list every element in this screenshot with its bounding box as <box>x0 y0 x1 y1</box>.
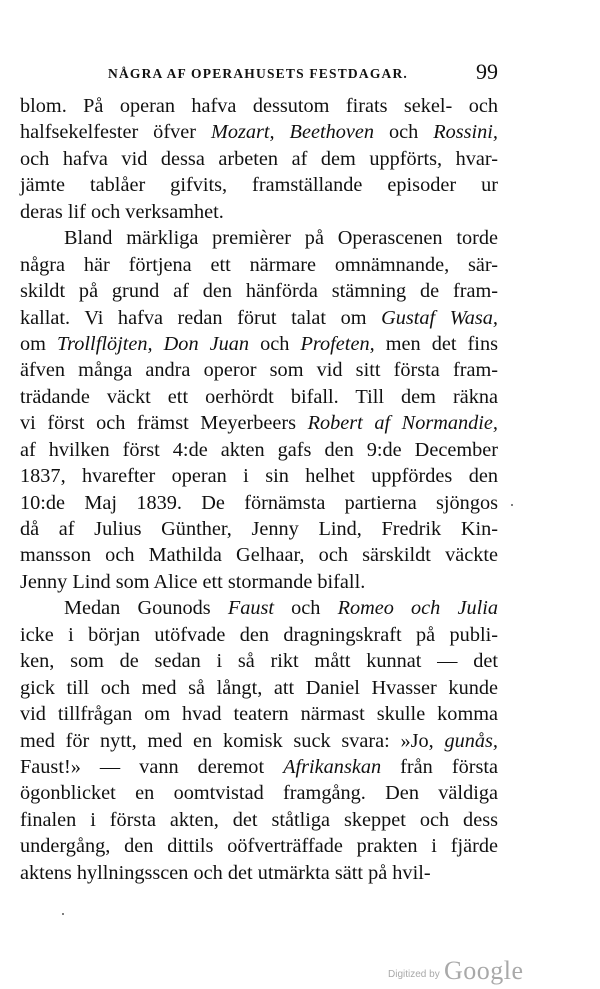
text-line <box>20 410 498 436</box>
text-run: halfsekelfester öfver <box>20 121 211 144</box>
text-run: vi först och främst Meyerbeers <box>20 412 308 435</box>
text-run: icke i början utöfvade den dragningskraft på publi- <box>20 623 498 646</box>
text-run: ken, som de sedan i så rikt mått kunnat — det <box>20 650 498 673</box>
text-line <box>20 278 498 304</box>
text-run: och <box>249 332 301 355</box>
text-line <box>20 728 498 754</box>
text-line <box>20 463 498 489</box>
text-line <box>20 93 498 119</box>
text-run: äfven många andra operor som vid sitt första fram- <box>20 359 498 382</box>
text-line <box>20 199 498 225</box>
text-run: kallat. Vi hafva redan förut talat om <box>20 306 382 329</box>
text-run: från första <box>381 755 499 778</box>
text-run: aktens hyllningsscen och det utmärkta sätt på hvil- <box>20 861 431 884</box>
body-text <box>20 93 498 886</box>
google-logo: Google <box>444 956 524 985</box>
italic-title: Trollflöjten, Don Juan <box>56 332 250 355</box>
text-run: trädande väckt ett oerhördt bifall. Till dem räkna <box>20 385 498 408</box>
italic-title: Gustaf Wasa, <box>381 306 499 329</box>
text-run: mansson och Mathilda Gelhaar, och särskildt väckte <box>20 544 498 567</box>
text-line <box>20 146 498 172</box>
italic-title: Robert af Normandie, <box>307 412 499 435</box>
text-run: Medan Gounods <box>64 597 228 620</box>
text-run: gick till och med så långt, att Daniel Hvasser kunde <box>20 676 498 699</box>
text-line <box>20 622 498 648</box>
text-run: Bland märkliga premièrer på Operascenen torde <box>64 227 498 250</box>
text-run: 10:de Maj 1839. De förnämsta partierna sjöngos <box>20 491 498 514</box>
text-line <box>20 384 498 410</box>
text-run: jämte tablåer gifvits, framställande episoder ur <box>20 174 498 197</box>
text-line <box>20 569 498 595</box>
text-run: skildt på grund af den hänförda stämning de fram- <box>20 280 498 303</box>
stray-dot-mark <box>511 504 513 506</box>
text-line <box>20 516 498 542</box>
text-run: men det fins <box>374 332 498 355</box>
italic-title: Afrikanskan <box>283 755 382 778</box>
text-run: och <box>374 121 434 144</box>
text-run: blom. På operan hafva dessutom firats sekel- och <box>20 95 498 117</box>
italic-title: Faust <box>227 597 275 620</box>
digitized-by-google-watermark <box>388 958 558 986</box>
text-line <box>20 252 498 278</box>
text-run: deras lif och verksamhet. <box>20 200 224 223</box>
text-run: undergång, den dittils oöfverträffade prakten i fjärde <box>20 835 498 858</box>
italic-title: Profeten, <box>300 332 375 355</box>
text-line <box>20 701 498 727</box>
running-title: NÅGRA AF OPERAHUSETS FESTDAGAR. <box>108 66 408 81</box>
text-run: Jenny Lind som Alice ett stormande bifall. <box>20 570 366 593</box>
text-line <box>20 833 498 859</box>
text-line <box>20 119 498 145</box>
text-run: ögonblicket en oomtvistad framgång. Den väldiga <box>20 782 498 805</box>
text-line <box>20 437 498 463</box>
text-line <box>20 754 498 780</box>
page-number: 99 <box>476 59 498 84</box>
text-run: 1837, hvarefter operan i sin helhet uppfördes den <box>20 465 498 488</box>
italic-title: Rossini, <box>433 121 498 144</box>
text-line <box>20 331 498 357</box>
text-run: och <box>274 597 338 620</box>
text-line <box>20 542 498 568</box>
text-run: då af Julius Günther, Jenny Lind, Fredrik Kin- <box>20 518 498 540</box>
text-line <box>20 807 498 833</box>
text-run: Faust!» — vann deremot <box>20 755 284 778</box>
text-line <box>20 860 498 886</box>
text-line <box>20 357 498 383</box>
text-line <box>20 780 498 806</box>
text-run: om <box>20 332 57 355</box>
italic-title: gunås, <box>444 729 498 752</box>
italic-title: Romeo och Julia <box>337 597 498 620</box>
italic-title: Mozart, Beethoven <box>210 121 375 144</box>
text-line <box>20 648 498 674</box>
text-line <box>20 490 498 516</box>
watermark-prefix: Digitized by <box>388 969 440 980</box>
text-run: finalen i första akten, det ståtliga skeppet och dess <box>20 808 498 831</box>
running-head <box>20 59 498 86</box>
text-run: och hafva vid dessa arbeten af dem uppförts, hvar- <box>20 147 498 170</box>
text-run: af hvilken först 4:de akten gafs den 9:de December <box>20 438 498 461</box>
text-line <box>20 305 498 331</box>
text-line <box>20 225 498 251</box>
text-line <box>20 172 498 198</box>
text-line <box>20 675 498 701</box>
text-run: vid tillfrågan om hvad teatern närmast skulle komma <box>20 703 498 726</box>
text-run: med för nytt, med en komisk suck svara: »Jo, <box>20 729 445 752</box>
stray-dot-mark <box>62 913 64 915</box>
text-line <box>20 595 498 621</box>
text-run: några här förtjena ett närmare omnämnande, sär- <box>20 253 498 276</box>
